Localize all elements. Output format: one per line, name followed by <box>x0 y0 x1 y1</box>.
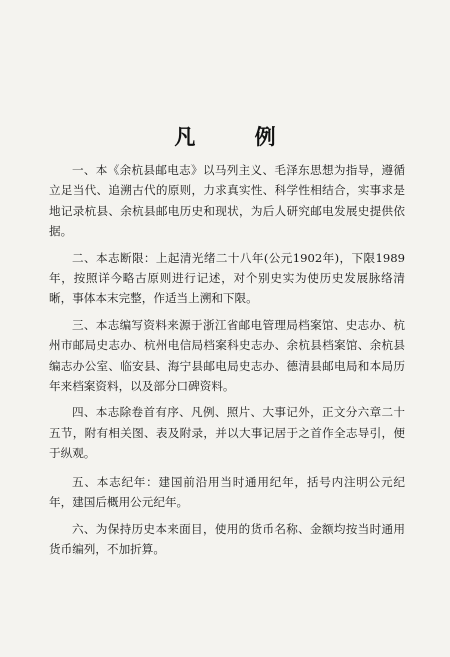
page-title: 凡 例 <box>174 125 302 149</box>
paragraph-1: 一、本《余杭县邮电志》以马列主义、毛泽东思想为指导，遵循立足当代、追溯古代的原则，力求真实性、科学性相结合，实事求是地记录杭县、余杭县邮电历史和现状，为后人研究邮电发展史提供依据。 <box>49 163 405 239</box>
paragraph-5: 五、本志纪年：建国前沿用当时通用纪年，括号内注明公元纪年，建国后概用公元纪年。 <box>49 474 405 510</box>
paragraph-3: 三、本志编写资料来源于浙江省邮电管理局档案馆、史志办、杭州市邮局史志办、杭州电信局档案科史志办、余杭县档案馆、余杭县编志办公室、临安县、海宁县邮电局史志办、德清县邮电局和本局历年来档案资料，以及部分口碑资料。 <box>49 317 405 394</box>
paragraph-6: 六、为保持历史本来面目，使用的货币名称、金额均按当时通用货币编列，不加折算。 <box>49 521 405 556</box>
paragraph-4: 四、本志除卷首有序、凡例、照片、大事记外，正文分六章二十五节，附有相关图、表及附录，并以大事记居于之首作全志导引，便于纵观。 <box>49 405 405 461</box>
paragraph-2: 二、本志断限：上起清光绪二十八年(公元1902年)，下限1989年，按照详今略古原则进行记述，对个别史实为使历史发展脉络清晰，事体本末完整，作适当上溯和下限。 <box>49 250 405 306</box>
document-body <box>49 160 405 565</box>
